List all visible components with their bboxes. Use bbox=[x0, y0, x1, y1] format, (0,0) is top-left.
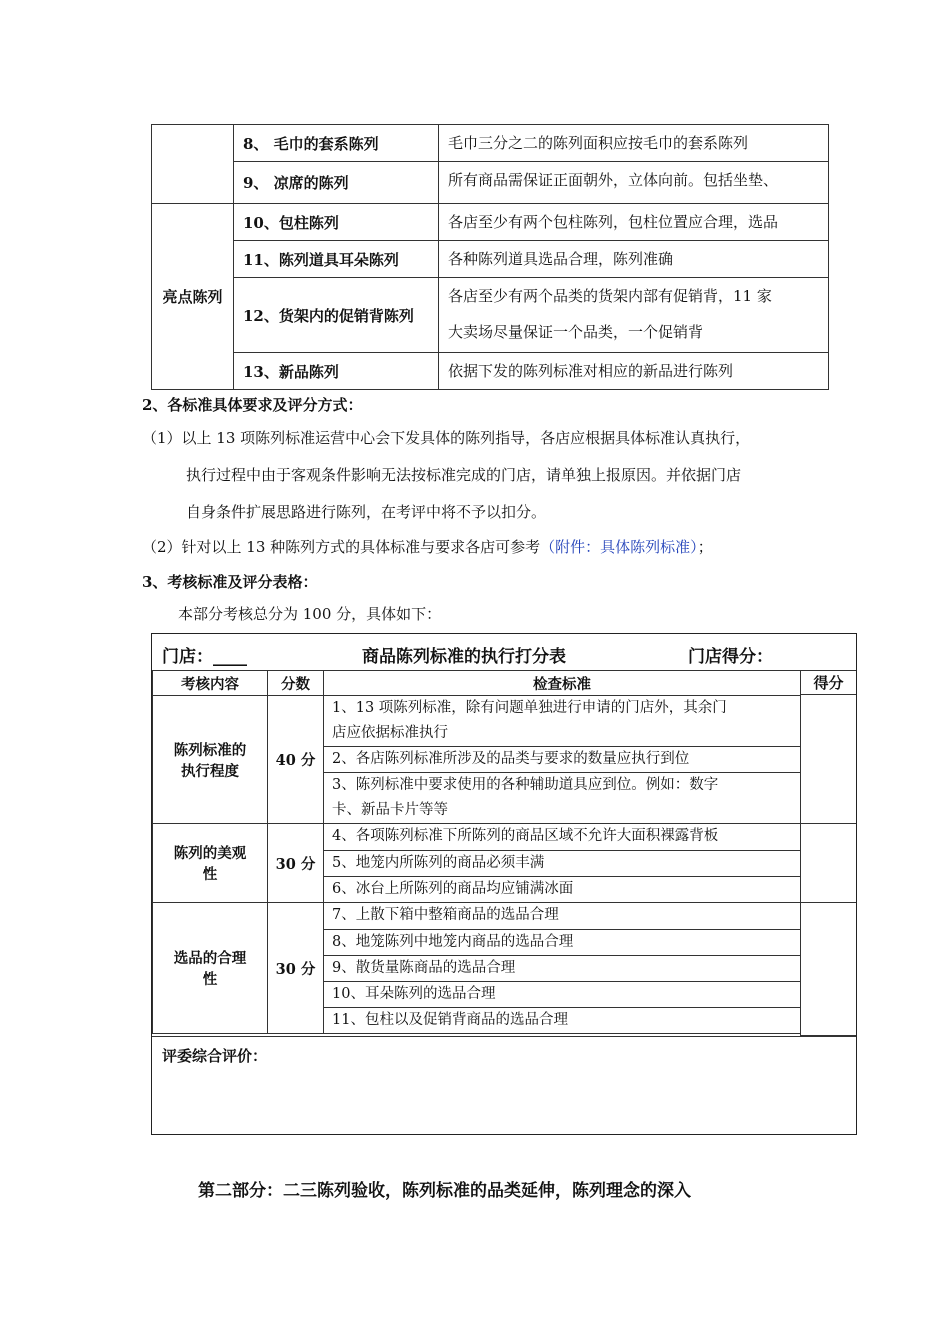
scoring-table bbox=[151, 633, 857, 1135]
criterion: 2、各店陈列标准所涉及的品类与要求的数量应执行到位 bbox=[324, 747, 801, 773]
section2-p2-text: （2）针对以上 13 种陈列方式的具体标准与要求各店可参考 bbox=[142, 538, 541, 556]
standard-name: 12、货架内的促销背陈列 bbox=[234, 278, 439, 353]
display-standards-table bbox=[151, 124, 829, 390]
item-line: 陈列的美观 bbox=[173, 845, 247, 862]
criterion bbox=[324, 696, 801, 747]
header-points: 分数 bbox=[268, 671, 324, 696]
score-column bbox=[800, 670, 856, 1036]
assessment-item bbox=[153, 903, 268, 1034]
section2-p1-line2: 执行过程中由于客观条件影响无法按标准完成的门店，请单独上报原因。并依据门店 bbox=[186, 466, 742, 484]
criterion: 8、地笼陈列中地笼内商品的选品合理 bbox=[324, 930, 801, 956]
criterion: 7、上散下箱中整箱商品的选品合理 bbox=[324, 903, 801, 930]
table-row bbox=[152, 125, 829, 162]
desc-line: 各店至少有两个品类的货架内部有促销背，11 家 bbox=[448, 287, 772, 305]
criterion-line bbox=[332, 773, 800, 823]
judges-comment-box[interactable] bbox=[152, 1036, 856, 1135]
assessment-item bbox=[153, 696, 268, 824]
item-line: 选品的合理 bbox=[173, 950, 247, 967]
item-line: 性 bbox=[202, 866, 218, 883]
points: 30 分 bbox=[268, 824, 324, 903]
standard-name: 9、 凉席的陈列 bbox=[234, 162, 439, 204]
standard-name: 13、新品陈列 bbox=[234, 353, 439, 390]
standard-desc: 毛巾三分之二的陈列面积应按毛巾的套系陈列 bbox=[439, 125, 829, 162]
table-row bbox=[153, 824, 801, 851]
section2-p2 bbox=[142, 536, 713, 557]
criterion-line-part: 1、13 项陈列标准，除有问题单独进行申请的门店外，其余门 bbox=[332, 700, 727, 716]
table-row bbox=[152, 162, 829, 204]
attachment-link[interactable]: （附件：具体陈列标准） bbox=[540, 538, 698, 556]
item-line: 执行程度 bbox=[181, 762, 239, 780]
standard-name: 11、陈列道具耳朵陈列 bbox=[234, 241, 439, 278]
criterion bbox=[324, 773, 801, 824]
table-row bbox=[152, 353, 829, 390]
section2-p1-line3: 自身条件扩展思路进行陈列，在考评中将不予以扣分。 bbox=[186, 503, 547, 521]
part2-title: 第二部分：二三陈列验收，陈列标准的品类延伸，陈列理念的深入 bbox=[198, 1181, 691, 1201]
section2-p1-line1: （1）以上 13 项陈列标准运营中心会下发具体的陈列指导，各店应根据具体标准认真执行， bbox=[142, 429, 751, 447]
header-item: 考核内容 bbox=[153, 671, 268, 696]
criterion: 11、包柱以及促销背商品的选品合理 bbox=[324, 1008, 801, 1034]
standard-desc: 各店至少有两个包柱陈列，包柱位置应合理，选品 bbox=[439, 204, 829, 241]
section2-heading: 2、各标准具体要求及评分方式： bbox=[142, 396, 363, 414]
criterion-line-part: 店应依据标准执行 bbox=[332, 725, 448, 741]
criterion: 6、冰台上所陈列的商品均应铺满冰面 bbox=[324, 877, 801, 903]
scoring-table-title: 商品陈列标准的执行打分表 bbox=[362, 647, 566, 667]
standard-desc bbox=[439, 278, 829, 353]
criterion-line bbox=[332, 696, 800, 746]
table-row bbox=[152, 204, 829, 241]
scoring-table-title-row bbox=[152, 634, 856, 670]
header-score: 得分 bbox=[800, 670, 856, 695]
standard-desc: 所有商品需保证正面朝外，立体向前。包括坐垫、 bbox=[439, 162, 829, 204]
category-highlight: 亮点陈列 bbox=[152, 204, 234, 390]
judges-comment-label: 评委综合评价： bbox=[162, 1047, 268, 1065]
points: 30 分 bbox=[268, 903, 324, 1034]
store-label: 门店：____ bbox=[162, 647, 247, 667]
item-line: 性 bbox=[202, 971, 218, 988]
criterion: 5、地笼内所陈列的商品必须丰满 bbox=[324, 851, 801, 877]
score-cell[interactable] bbox=[800, 695, 856, 824]
criterion-line-part: 卡、新品卡片等等 bbox=[332, 802, 448, 818]
criterion: 4、各项陈列标准下所陈列的商品区域不允许大面积裸露背板 bbox=[324, 824, 801, 851]
standard-name: 10、包柱陈列 bbox=[234, 204, 439, 241]
category-cell-empty bbox=[152, 125, 234, 204]
standard-name: 8、 毛巾的套系陈列 bbox=[234, 125, 439, 162]
points: 40 分 bbox=[268, 696, 324, 824]
table-row bbox=[152, 241, 829, 278]
store-score-label: 门店得分： bbox=[688, 647, 773, 667]
item-line: 陈列标准的 bbox=[173, 741, 247, 759]
criterion-line-part: 3、陈列标准中要求使用的各种辅助道具应到位。例如：数字 bbox=[332, 777, 719, 793]
header-row bbox=[153, 671, 801, 696]
section3-intro: 本部分考核总分为 100 分，具体如下： bbox=[178, 605, 442, 623]
assessment-item bbox=[153, 824, 268, 903]
section2-p2-suffix: ； bbox=[697, 538, 713, 556]
desc-line: 大卖场尽量保证一个品类，一个促销背 bbox=[448, 323, 704, 341]
section3-heading: 3、考核标准及评分表格： bbox=[142, 573, 318, 591]
score-cell[interactable] bbox=[800, 903, 856, 1036]
table-row bbox=[153, 696, 801, 747]
standard-desc: 各种陈列道具选品合理，陈列准确 bbox=[439, 241, 829, 278]
score-cell[interactable] bbox=[800, 824, 856, 903]
criterion: 10、耳朵陈列的选品合理 bbox=[324, 982, 801, 1008]
criterion: 9、散货量陈商品的选品合理 bbox=[324, 956, 801, 982]
header-criteria: 检查标准 bbox=[324, 671, 801, 696]
table-row bbox=[152, 278, 829, 353]
table-row bbox=[153, 903, 801, 930]
criteria-grid bbox=[152, 670, 801, 1034]
standard-desc: 依据下发的陈列标准对相应的新品进行陈列 bbox=[439, 353, 829, 390]
